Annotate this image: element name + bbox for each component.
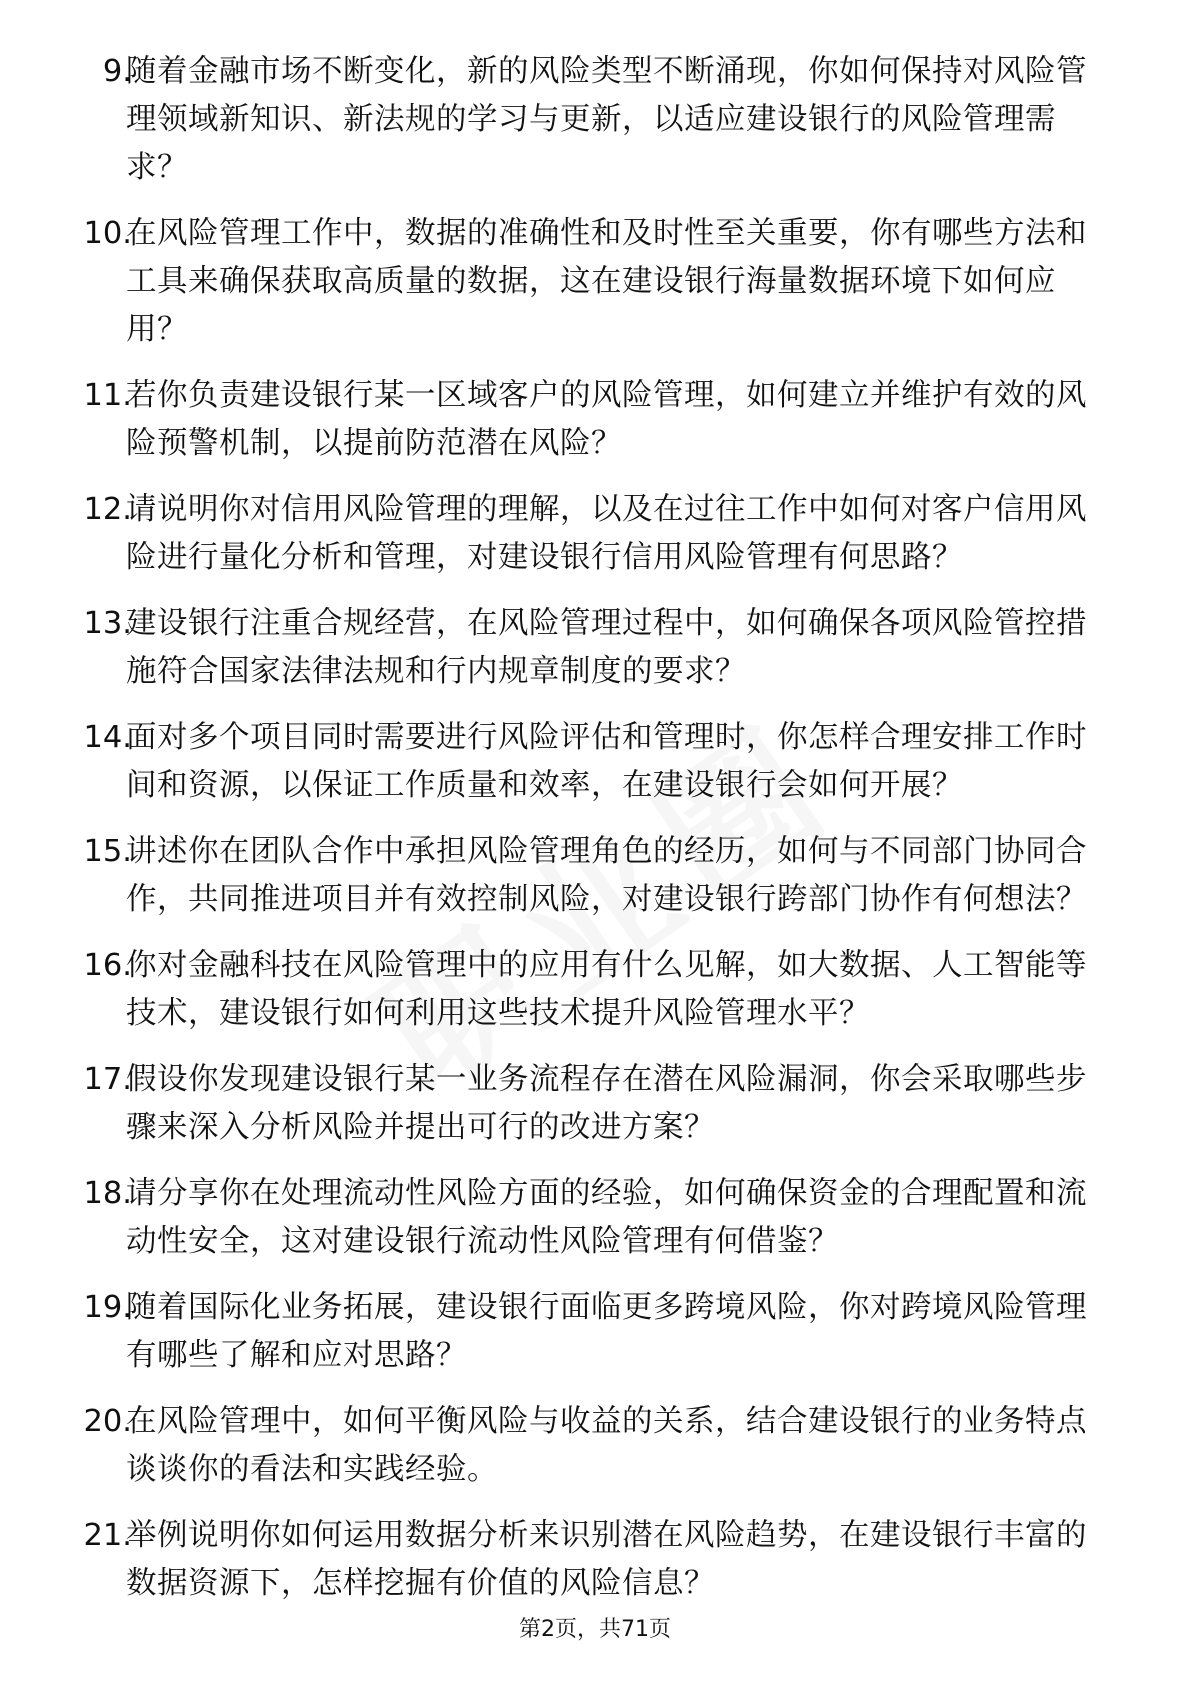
question-item [0,372,1190,468]
question-text: 面对多个项目同时需要进行风险评估和管理时，你怎样合理安排工作时间和资源，以保证工作质量和效率，在建设银行会如何开展？ [126,720,1087,803]
question-number: 10. [83,216,132,251]
question-item [0,48,1190,192]
question-number: 21. [83,1518,132,1553]
question-item [0,1284,1190,1380]
question-item [0,1170,1190,1266]
question-item [0,1056,1190,1152]
question-text: 随着国际化业务拓展，建设银行面临更多跨境风险，你对跨境风险管理有哪些了解和应对思路？ [126,1290,1087,1373]
question-number: 13. [83,606,132,641]
question-list [0,48,1190,1626]
question-item [0,714,1190,810]
question-number: 17. [83,1062,132,1097]
question-text: 随着金融市场不断变化，新的风险类型不断涌现，你如何保持对风险管理领域新知识、新法规的学习与更新，以适应建设银行的风险管理需求？ [126,54,1087,185]
question-number: 11. [83,378,132,413]
page-number-footer: 第2页，共71页 [519,1617,671,1642]
question-text: 举例说明你如何运用数据分析来识别潜在风险趋势，在建设银行丰富的数据资源下，怎样挖掘有价值的风险信息？ [126,1518,1087,1601]
question-number: 16. [83,948,132,983]
question-number: 18. [83,1176,132,1211]
question-number: 14. [83,720,132,755]
question-text: 建设银行注重合规经营，在风险管理过程中，如何确保各项风险管控措施符合国家法律法规和行内规章制度的要求？ [126,606,1087,689]
question-item [0,1512,1190,1608]
question-text: 请说明你对信用风险管理的理解，以及在过往工作中如何对客户信用风险进行量化分析和管理，对建设银行信用风险管理有何思路？ [126,492,1087,575]
question-text: 若你负责建设银行某一区域客户的风险管理，如何建立并维护有效的风险预警机制，以提前防范潜在风险？ [126,378,1087,461]
question-text: 在风险管理工作中，数据的准确性和及时性至关重要，你有哪些方法和工具来确保获取高质量的数据，这在建设银行海量数据环境下如何应用？ [126,216,1087,347]
question-text: 讲述你在团队合作中承担风险管理角色的经历，如何与不同部门协同合作，共同推进项目并有效控制风险，对建设银行跨部门协作有何想法？ [126,834,1087,917]
question-text: 假设你发现建设银行某一业务流程存在潜在风险漏洞，你会采取哪些步骤来深入分析风险并提出可行的改进方案？ [126,1062,1087,1145]
question-text: 在风险管理中，如何平衡风险与收益的关系，结合建设银行的业务特点谈谈你的看法和实践经验。 [126,1404,1087,1487]
question-number: 20. [83,1404,132,1439]
question-text: 你对金融科技在风险管理中的应用有什么见解，如大数据、人工智能等技术，建设银行如何利用这些技术提升风险管理水平？ [126,948,1087,1031]
question-item [0,210,1190,354]
question-item [0,486,1190,582]
question-number: 19. [83,1290,132,1325]
question-number: 12. [83,492,132,527]
question-number: 9. [102,54,132,89]
question-item [0,828,1190,924]
question-item [0,600,1190,696]
question-item [0,942,1190,1038]
question-number: 15. [83,834,132,869]
question-text: 请分享你在处理流动性风险方面的经验，如何确保资金的合理配置和流动性安全，这对建设银行流动性风险管理有何借鉴？ [126,1176,1087,1259]
question-item [0,1398,1190,1494]
